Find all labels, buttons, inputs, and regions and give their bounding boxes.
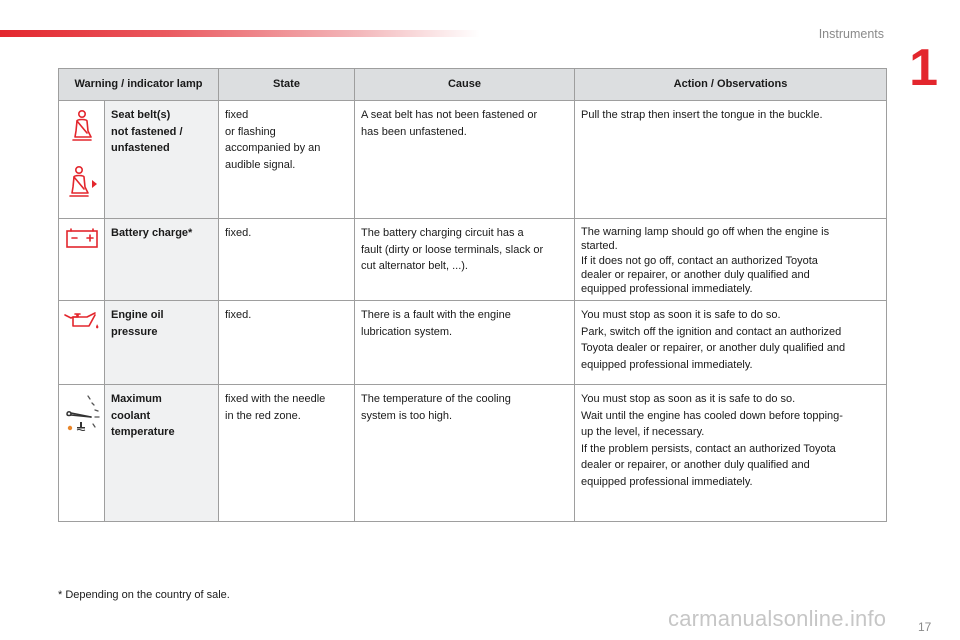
column-header-lamp: Warning / indicator lamp [59,69,219,101]
table-row [59,101,887,219]
table-row [59,301,887,385]
cause-cell [355,101,575,219]
cause-cell [355,301,575,385]
action-line: Wait until the engine has cooled down before topping- [581,409,843,422]
cause-line: system is too high. [361,409,453,422]
action-line: started. [581,240,618,253]
state-line: fixed. [225,227,252,239]
lamp-name-line: temperature [111,426,175,439]
state-cell [219,101,355,219]
action-line: equipped professional immediately. [581,475,753,488]
action-cell [575,219,887,301]
watermark: carmanualsonline.info [668,606,887,631]
state-line: in the red zone. [225,409,301,422]
lamp-name-cell [105,301,219,385]
cause-line: A seat belt has not been fastened or [361,109,538,121]
state-line: audible signal. [225,158,296,171]
seat-belt-passenger-icon [65,165,99,199]
battery-icon [65,227,99,249]
section-title: Instruments [818,27,884,41]
column-header-state: State [219,69,355,101]
cause-line: cut alternator belt, ...). [361,260,468,272]
footnote: * Depending on the country of sale. [58,589,230,601]
cause-line: lubrication system. [361,325,453,338]
cause-line: The temperature of the cooling [361,393,511,406]
column-header-cause: Cause [355,69,575,101]
cause-cell [355,219,575,301]
action-line: up the level, if necessary. [581,426,705,439]
lamp-name-line: not fastened / [111,125,183,138]
state-line: fixed [225,109,249,121]
icon-cell [59,219,105,301]
state-line: fixed with the needle [225,393,326,406]
table-row [59,219,887,301]
lamp-name-line: Engine oil [111,309,164,322]
lamp-name-cell [105,385,219,522]
action-line: Pull the strap then insert the tongue in the buckle. [581,109,823,121]
state-line: fixed. [225,309,252,322]
action-line: The warning lamp should go off when the engine is [581,226,830,238]
coolant-temperature-icon [61,393,103,437]
state-line: or flashing [225,125,276,138]
action-line: If the problem persists, contact an authorized Toyota [581,442,836,455]
lamp-name-line: pressure [111,325,158,338]
lamp-name-line: Seat belt(s) [111,109,171,121]
column-header-action: Action / Observations [575,69,887,101]
action-line: equipped professional immediately. [581,358,753,371]
state-cell [219,219,355,301]
action-line: equipped professional immediately. [581,283,753,296]
cause-line: fault (dirty or loose terminals, slack or [361,243,544,256]
lamp-name-line: coolant [111,409,151,422]
icon-cell [59,301,105,385]
state-cell [219,385,355,522]
action-cell [575,385,887,522]
action-cell [575,101,887,219]
icon-cell [59,101,105,219]
seat-belt-icon [67,109,97,143]
state-cell [219,301,355,385]
cause-line: The battery charging circuit has a [361,227,524,239]
action-line: Toyota dealer or repairer, or another duly qualified and [581,342,846,355]
action-line: You must stop as soon as it is safe to do so. [581,393,796,406]
action-line: dealer or repairer, or another duly qualified and [581,459,810,472]
cause-cell [355,385,575,522]
header-accent-bar [0,30,480,37]
warning-lamps-table [58,68,887,522]
lamp-name-line: unfastened [111,142,170,154]
page-number: 17 [918,620,932,634]
icon-cell [59,385,105,522]
lamp-name-line: Maximum [111,393,162,406]
action-line: dealer or repairer, or another duly qualified and [581,268,810,281]
action-cell [575,301,887,385]
table-row [59,385,887,522]
table-header-row [59,69,887,101]
chapter-number: 1 [909,39,938,97]
oil-can-icon [63,309,101,331]
lamp-name-line: Battery charge* [111,227,193,239]
action-line: If it does not go off, contact an authorized Toyota [581,254,818,267]
cause-line: There is a fault with the engine [361,309,511,322]
lamp-name-cell [105,219,219,301]
lamp-name-cell [105,101,219,219]
action-line: Park, switch off the ignition and contact an authorized [581,325,842,338]
action-line: You must stop as soon it is safe to do so. [581,309,781,322]
cause-line: has been unfastened. [361,125,467,138]
state-line: accompanied by an [225,142,321,154]
